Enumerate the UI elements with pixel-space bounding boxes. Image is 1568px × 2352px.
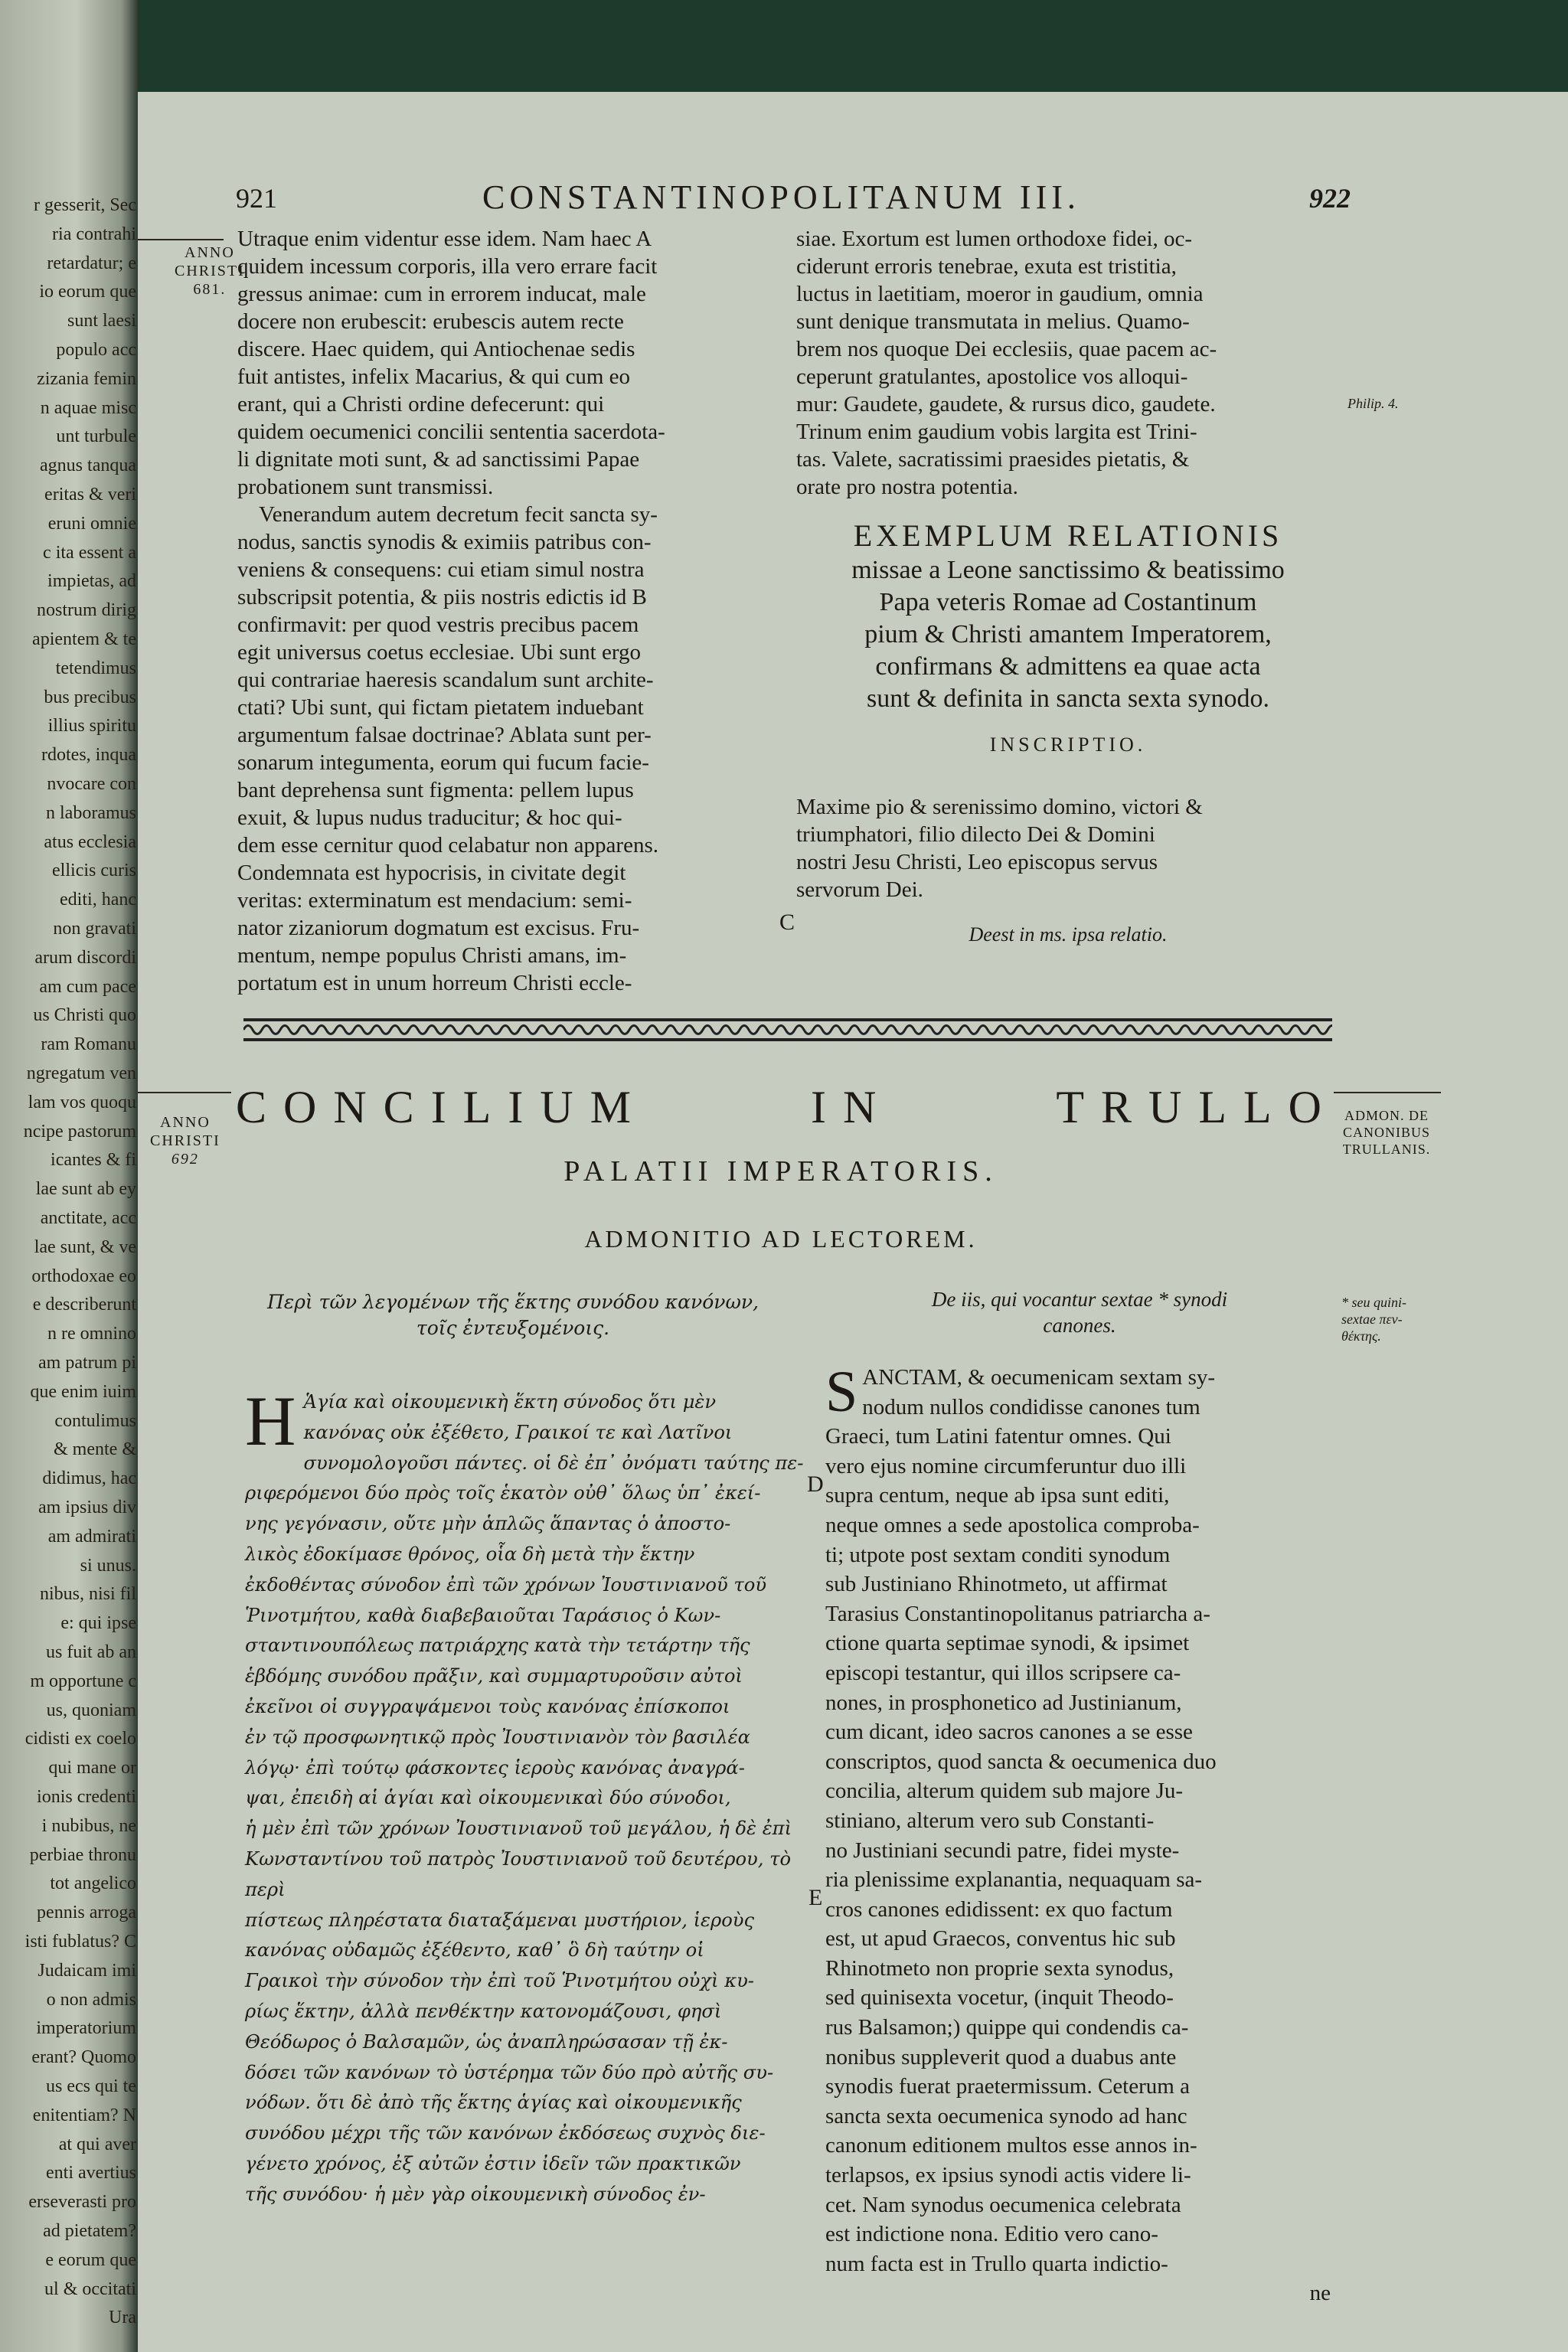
greek-heading-line: Περὶ τῶν λεγομένων τῆς ἕκτης συνόδου κανόνων, [266, 1291, 759, 1313]
text-line: docere non erubescit: erubescis autem recte [237, 309, 624, 334]
text-line: probationem sunt transmissi. [237, 475, 494, 499]
exemplum-subtitle [796, 554, 1340, 715]
gutter-text-line: populo acc [56, 340, 136, 360]
greek-line: Κωνσταντίνου τοῦ πατρὸς Ἰουστινιανοῦ τοῦ δευτέρου, τὸ περὶ [245, 1847, 792, 1900]
latin-line: Graeci, tum Latini fatentur omnes. Qui [825, 1424, 1171, 1449]
text-line: qui contrariae haeresis scandalum sunt archite- [237, 668, 654, 692]
text-line: quidem oecumenici concilii sententia sacerdota- [237, 420, 665, 444]
text-line: mur: Gaudete, gaudete, & rursus dico, gaudete. [796, 392, 1216, 416]
margin-letter-D: D [807, 1472, 824, 1497]
greek-line: Γραικοὶ τὴν σύνοδον τὴν ἐπὶ τοῦ Ῥινοτμήτου οὐχὶ κυ- [245, 1970, 754, 1992]
text-line: nodus, sanctis synodis & eximiis patribus con- [237, 530, 652, 554]
gutter-text-line: zizania femin [37, 368, 136, 389]
latin-line: num facta est in Trullo quarta indictio- [825, 2251, 1168, 2276]
gutter-text-line: isti fublatus? C [24, 1932, 136, 1952]
admonitio-heading: ADMONITIO AD LECTOREM. [584, 1225, 978, 1253]
running-title: CONSTANTINOPOLITANUM III. [482, 178, 1080, 216]
gutter-text-line: e describerunt [32, 1295, 136, 1315]
gutter-text-line: io eorum que [39, 282, 136, 302]
side-note-line: ADMON. DE [1344, 1108, 1429, 1123]
greek-line: ριφερόμενοι δύο πρὸς τοῖς ἑκατὸν οὐθ᾽ ὅλως ὑπ᾽ ἐκεί- [245, 1482, 761, 1504]
greek-line: λικὸς ἐδοκίμασε θρόνος, οἷα δὴ μετὰ τὴν ἕκτην [245, 1543, 695, 1565]
text-line: confirmavit: per quod vestris precibus pacem [237, 612, 639, 637]
gutter-text-line: m opportune c [30, 1671, 136, 1691]
gutter-text-line: pennis arroga [37, 1903, 136, 1923]
gutter-text-line: nvocare con [47, 774, 136, 794]
greek-line: ἐκδοθέντας σύνοδον ἐπὶ τῶν χρόνων Ἰουστινιανοῦ τοῦ [245, 1573, 767, 1596]
greek-heading-line: τοῖς ἐντευξομένοις. [416, 1317, 610, 1339]
greek-line: λόγῳ· ἐπὶ τούτῳ φάσκοντες ἱεροὺς κανόνας ἀναγρά- [245, 1756, 745, 1779]
text-line: ceperunt gratulantes, apostolice vos alloqui- [796, 364, 1188, 389]
side-note-line: CANONIBUS [1342, 1125, 1430, 1140]
gutter-text-line: enitentiam? N [32, 2105, 136, 2125]
palatii-subtitle: PALATII IMPERATORIS. [564, 1155, 998, 1187]
greek-line: νόδων. ὅτι δὲ ἀπὸ τῆς ἕκτης ἁγίας καὶ οἰκουμενικῆς [245, 2092, 742, 2114]
gutter-text-line: arum discordi [34, 947, 136, 968]
gutter-text-line: ionis credenti [37, 1787, 136, 1807]
drop-cap-h: H [245, 1382, 296, 1460]
gutter-text-line: atus ecclesia [44, 831, 136, 852]
latin-line: nones, in prosphonetico ad Justinianum, [825, 1690, 1182, 1715]
greek-line: γένετο χρόνος, ἐξ αὐτῶν ἐστιν ἰδεῖν τῶν πρακτικῶν [245, 2152, 741, 2174]
text-line: portatum est in unum horreum Christi eccle- [237, 971, 632, 995]
greek-line: Ῥινοτμήτου, καθὰ διαβεβαιοῦται Ταράσιος ὁ Κων- [245, 1604, 721, 1626]
greek-heading [245, 1289, 781, 1341]
gutter-text-line: imperatorium [36, 2018, 136, 2039]
latin-line: Rhinotmeto non proprie sexta synodus, [825, 1955, 1174, 1981]
margin-rule [138, 1092, 231, 1093]
gutter-text-line: retardatur; e [47, 253, 136, 273]
exemplum-title [796, 518, 1340, 715]
footnote-line: * seu quini- [1341, 1295, 1406, 1310]
latin-line: Tarasius Constantinopolitanus patriarcha a- [825, 1601, 1210, 1626]
greek-line: κανόνας οὐκ ἐξέθετο, Γραικοί τε καὶ Λατῖνοι [303, 1421, 733, 1443]
dedication-line: nostri Jesu Christi, Leo episcopus servus [796, 850, 1158, 874]
gutter-text-line: ul & occitati [44, 2278, 136, 2299]
latin-line: ti; utpote post sextam conditi synodum [825, 1542, 1171, 1567]
gutter-text-line: c ita essent a [43, 542, 136, 563]
gutter-text-line: non gravati [53, 919, 136, 939]
gutter-text-line: si unus. [80, 1555, 136, 1576]
gutter-text-line: e: qui ipse [60, 1613, 136, 1634]
text-line: brem nos quoque Dei ecclesiis, quae pacem ac- [796, 337, 1217, 361]
text-line: fuit antistes, infelix Macarius, & qui cum eo [237, 364, 631, 389]
gutter-text-line: i nubibus, ne [41, 1815, 136, 1836]
text-line: dem esse cernitur quod celabatur non apparens. [237, 833, 658, 858]
text-line: siae. Exortum est lumen orthodoxe fidei, oc- [796, 227, 1193, 251]
greek-line: δόσει τῶν κανόνων τὸ ὑστέρημα τῶν δύο πρὸ αὐτῆς συ- [245, 2061, 774, 2083]
text-line: subscripsit potentia, & piis nostris edictis id B [237, 585, 647, 609]
gutter-text-line: sunt laesi [67, 311, 136, 332]
anno-christi-top: ANNO CHRISTI 681. [175, 244, 245, 298]
greek-line: Θεόδωρος ὁ Βαλσαμῶν, ὡς ἀναπληρώσασαν τῇ ἐκ- [245, 2030, 728, 2053]
exemplum-line: Papa veteris Romae ad Costantinum [879, 588, 1257, 616]
footnote-line: sextae πεν- [1341, 1312, 1403, 1327]
right-column-text [796, 225, 1340, 501]
text-line: veritas: exterminatum est mendacium: semi- [237, 888, 632, 913]
latin-line: nonibus suppleverit quod a duabus ante [825, 2044, 1177, 2069]
greek-line: ρίως ἕκτην, ἀλλὰ πενθέκτην κατονομάζουσι, φησὶ [245, 2000, 722, 2022]
text-line: quidem incessum corporis, illa vero errare facit [237, 254, 658, 279]
gutter-text-line: qui mane or [48, 1758, 136, 1779]
exemplum-heading: EXEMPLUM RELATIONIS [853, 518, 1283, 553]
gutter-text-line: ncipe pastorum [23, 1121, 136, 1142]
margin-rule [1334, 1092, 1441, 1093]
text-line: exuit, & lupus nudus traducitur; & hoc qui- [237, 805, 622, 830]
page-number-left: 921 [236, 183, 277, 214]
greek-line: τῆς συνόδου· ἡ μὲν γὰρ οἰκουμενικὴ σύνοδος ἐν- [245, 2183, 706, 2205]
gutter-text-line: ria contrahi [52, 224, 136, 244]
latin-line: sed quinisexta vocetur, (inquit Theodo- [825, 1985, 1174, 2011]
latin-line: rus Balsamon;) quippe qui condendis ca- [825, 2015, 1189, 2040]
latin-column-text [825, 1360, 1331, 2308]
text-line: orate pro nostra potentia. [796, 475, 1018, 499]
gutter-text-line: am ipsius div [38, 1498, 136, 1517]
text-line: Utraque enim videntur esse idem. Nam haec A [237, 227, 652, 251]
text-line: bant deprehensa sunt figmenta: pellem lupus [237, 778, 634, 802]
text-line: gressus animae: cum in errorem inducat, male [237, 282, 646, 306]
gutter-text-line: eritas & veri [44, 485, 136, 505]
text-line: Trinum enim gaudium vobis largita est Trini- [796, 420, 1197, 444]
gutter-text-line: us Christi quo [33, 1005, 136, 1026]
text-line: ciderunt erroris tenebrae, exuta est tristitia, [796, 254, 1177, 279]
gutter-text-line: agnus tanqua [40, 456, 136, 476]
greek-line: ἡ μὲν ἐπὶ τῶν χρόνων Ἰουστινιανοῦ τοῦ μεγάλου, ἡ δὲ ἐπὶ [245, 1818, 792, 1840]
exemplum-line: pium & Christi amantem Imperatorem, [864, 620, 1272, 648]
gutter-text-line: que enim iuim [30, 1381, 136, 1402]
exemplum-line: missae a Leone sanctissimo & beatissimo [851, 556, 1285, 584]
latin-line: ria plenissime explanantia, nequaquam sa- [825, 1867, 1203, 1893]
latin-line: cum dicant, ideo sacros canones a se esse [825, 1720, 1193, 1745]
latin-heading-line: De iis, qui vocantur sextae * synodi [931, 1288, 1228, 1311]
text-line: egit universus coetus ecclesiae. Ubi sunt ergo [237, 640, 641, 665]
gutter-text-line: erant? Quomo [31, 2047, 136, 2068]
page-number-right: 922 [1309, 183, 1351, 214]
ornamental-rule [243, 1017, 1332, 1043]
text-line: erant, qui a Christi ordine defecerunt: qui [237, 392, 605, 416]
dedication-line: servorum Dei. [796, 877, 923, 902]
dedication-text [796, 793, 1340, 903]
gutter-text-line: us ecs qui te [46, 2076, 136, 2096]
greek-line: πίστεως πληρέστατα διαταξάμεναι μυστήριον, ἱεροὺς [245, 1909, 755, 1931]
latin-line: ctione quarta septimae synodi, & ipsimet [825, 1631, 1190, 1656]
concilium-title: CONCILIUM IN TRULLO [236, 1082, 1338, 1132]
latin-heading-line: canones. [1043, 1314, 1116, 1337]
latin-line: sub Justiniano Rhinotmeto, ut affirmat [825, 1572, 1168, 1597]
latin-line: synodis fuerat praetermissum. Ceterum a [825, 2074, 1190, 2099]
latin-line: supra centum, neque ab ipsa sunt editi, [825, 1483, 1170, 1508]
gutter-text-line: icantes & fi [51, 1150, 136, 1171]
text-line: discere. Haec quidem, qui Antiochenae sedis [237, 337, 635, 361]
latin-line: nodum nullos condidisse canones tum [862, 1394, 1200, 1419]
text-line: nator zizaniorum dogmatum est excisus. Fru- [237, 916, 640, 940]
admonitio-side-note [1329, 1107, 1444, 1158]
left-column-text [237, 225, 790, 997]
gutter-text-line: perbiae thronu [29, 1844, 136, 1865]
gutter-text-line: & mente & [54, 1439, 136, 1460]
gutter-text-line: didimus, hac [42, 1468, 136, 1489]
gutter-text-line: n laboramus [46, 802, 136, 823]
latin-line: canonum editionem multos esse annos in- [825, 2133, 1197, 2158]
drop-cap-s: S [825, 1360, 858, 1424]
gutter-text-line: ram Romanu [41, 1034, 136, 1055]
latin-line: neque omnes a sede apostolica comproba- [825, 1512, 1200, 1537]
text-line: sonarum integumenta, eorum qui fucum facie- [237, 750, 649, 775]
text-line: argumentum falsae doctrinae? Ablata sunt per- [237, 723, 652, 747]
text-line: veniens & consequens: cui etiam simul nostra [237, 557, 645, 582]
gutter-text-line: tetendimus [55, 658, 136, 678]
margin-letter-E: E [808, 1885, 823, 1910]
greek-line: κανόνας οὐδαμῶς ἐξέθεντο, καθ᾽ ὃ δὴ ταύτην οἱ [245, 1939, 704, 1962]
gutter-text-line: contulimus [54, 1410, 136, 1431]
greek-line: συνόδου μέχρι τῆς τῶν κανόνων ἐκδόσεως συχνὸς διε- [245, 2122, 766, 2145]
footnote-line: θέκτης. [1341, 1328, 1381, 1344]
gutter-text-line: nostrum dirig [37, 600, 136, 621]
exemplum-line: sunt & definita in sancta sexta synodo. [867, 684, 1269, 713]
gutter-text-line: erseverasti pro [28, 2192, 136, 2213]
star-footnote [1341, 1294, 1441, 1344]
greek-line: συνομολογοῦσι πάντες. οἱ δὲ ἐπ᾽ ὀνόματι ταύτης πε- [303, 1452, 804, 1474]
side-note-line: TRULLANIS. [1342, 1142, 1431, 1157]
latin-line: stiniano, alterum vero sub Constanti- [825, 1808, 1155, 1833]
gutter-text-line: am admirati [47, 1526, 136, 1547]
gutter-text-line: am patrum pi [38, 1353, 136, 1373]
gutter-text-line: nibus, nisi fil [39, 1584, 136, 1605]
latin-line: episcopi testantur, qui illos scripsere ca- [825, 1660, 1181, 1685]
latin-line: est, ut apud Graecos, conventus hic sub [825, 1926, 1176, 1952]
gutter-text-line: at qui aver [58, 2134, 136, 2154]
gutter-text-line: anctitate, acc [40, 1208, 136, 1228]
gutter-text-line: editi, hanc [60, 890, 136, 910]
gutter-text-line: eruni omnie [47, 513, 136, 534]
gutter-text-line: ellicis curis [52, 861, 136, 881]
text-line: tas. Valete, sacratissimi praesides pietatis, & [796, 447, 1190, 472]
text-line: li dignitate moti sunt, & ad sanctissimi Papae [237, 447, 640, 472]
gutter-text-line: unt turbule [56, 426, 136, 447]
gutter-text-line: lam vos quoqu [28, 1092, 136, 1112]
philip-reference: Philip. 4. [1348, 396, 1399, 411]
greek-line: Ἁγία καὶ οἰκουμενικὴ ἕκτη σύνοδος ὅτι μὲν [303, 1391, 717, 1413]
gutter-text-line: us fuit ab an [46, 1642, 136, 1662]
facing-page-gutter [0, 0, 138, 2352]
gutter-text-line: tot angelico [50, 1873, 136, 1894]
gutter-text-line: ngregatum ven [26, 1063, 136, 1083]
text-line: Venerandum autem decretum fecit sancta sy- [259, 502, 658, 527]
gutter-text-line: e eorum que [45, 2249, 136, 2270]
latin-line: sancta sexta oecumenica synodo ad hanc [825, 2103, 1187, 2128]
anno-christi-mid: ANNO CHRISTI 692 [150, 1114, 220, 1168]
text-line: Condemnata est hypocrisis, in civitate degit [237, 861, 626, 885]
gutter-text-line: rdotes, inqua [41, 745, 136, 766]
greek-line: ψαι, ἐπειδὴ αἱ ἁγίαι καὶ οἰκουμενικαὶ δύο σύνοδοι, [245, 1787, 731, 1809]
gutter-text-line: impietas, ad [47, 571, 136, 592]
greek-line: ἑβδόμης συνόδου πρᾶξιν, καὶ συμμαρτυροῦσιν αὐτοὶ [245, 1665, 743, 1687]
text-line: ctati? Ubi sunt, qui fictam pietatem induebant [237, 695, 644, 720]
exemplum-line: confirmans & admittens ea quae acta [875, 652, 1261, 681]
gutter-text-line: o non admis [46, 1989, 136, 2010]
gutter-text-line: cidisti ex coelo [24, 1729, 136, 1749]
latin-line: conscriptos, quod sancta & oecumenica duo [825, 1749, 1217, 1774]
greek-line: ἐν τῷ προσφωνητικῷ πρὸς Ἰουστινιανὸν τὸν βασιλέα [245, 1726, 750, 1748]
latin-line: ANCTAM, & oecumenicam sextam sy- [862, 1365, 1216, 1390]
gutter-text-line: enti avertius [46, 2163, 136, 2184]
text-line: mentum, nempe populus Christi amans, im- [237, 943, 627, 968]
latin-line: est indictione nona. Editio vero cano- [825, 2222, 1158, 2247]
greek-line: σταντινουπόλεως πατριάρχης κατὰ τὴν τετάρτην τῆς [245, 1635, 750, 1657]
gutter-text-line: lae sunt, & ve [34, 1236, 136, 1257]
greek-column-text [245, 1382, 818, 2210]
gutter-text-line: r gesserit, Sec [34, 195, 136, 215]
gutter-text-line: orthodoxae eo [31, 1266, 136, 1286]
latin-line: cros canones edidissent: ex quo factum [825, 1896, 1173, 1922]
gutter-text-line: bus precibus [44, 687, 136, 707]
margin-letter-C: C [779, 910, 795, 935]
latin-line: terlapsos, ex ipsius synodi actis videre li- [825, 2163, 1191, 2188]
deest-note: Deest in ms. ipsa relatio. [969, 923, 1168, 946]
latin-line: concilia, alterum quidem sub majore Ju- [825, 1779, 1184, 1804]
dedication-line: Maxime pio & serenissimo domino, victori & [796, 795, 1203, 819]
latin-line: cet. Nam synodus oecumenica celebrata [825, 2192, 1181, 2217]
greek-line: νης γεγόνασιν, οὔτε μὴν ἁπλῶς ἅπαντας ὁ ἀποστο- [245, 1513, 731, 1535]
gutter-text-line: n re omnino [47, 1324, 136, 1344]
text-line: sunt denique transmutata in melius. Quamo- [796, 309, 1190, 334]
gutter-text-line: us, quoniam [46, 1700, 136, 1720]
gutter-text-line: Judaicam imi [38, 1960, 136, 1981]
margin-rule [138, 239, 224, 240]
greek-line: ἐκεῖνοι οἱ συγγραψάμενοι τοὺς κανόνας ἐπίσκοποι [245, 1695, 730, 1717]
gutter-text-line: ad pietatem? [43, 2221, 136, 2241]
gutter-text-line: illius spiritu [47, 716, 136, 737]
dedication-line: triumphatori, filio dilecto Dei & Domini [796, 822, 1155, 847]
latin-heading [835, 1286, 1325, 1338]
latin-line: no Justiniani secundi patre, fidei myste- [825, 1838, 1180, 1863]
gutter-text-line: am cum pace [39, 976, 136, 997]
gutter-text-line: lae sunt ab ey [35, 1179, 136, 1200]
inscriptio-heading: INSCRIPTIO. [989, 733, 1147, 756]
text-line: luctus in laetitiam, moeror in gaudium, omnia [796, 282, 1204, 306]
latin-line: ne [1309, 2281, 1331, 2306]
gutter-text-line: apientem & te [32, 629, 136, 649]
latin-line: vero ejus nomine circumferuntur duo illi [825, 1453, 1187, 1478]
gutter-text-line: Ura [109, 2308, 136, 2328]
gutter-text-line: n aquae misc [40, 397, 136, 418]
